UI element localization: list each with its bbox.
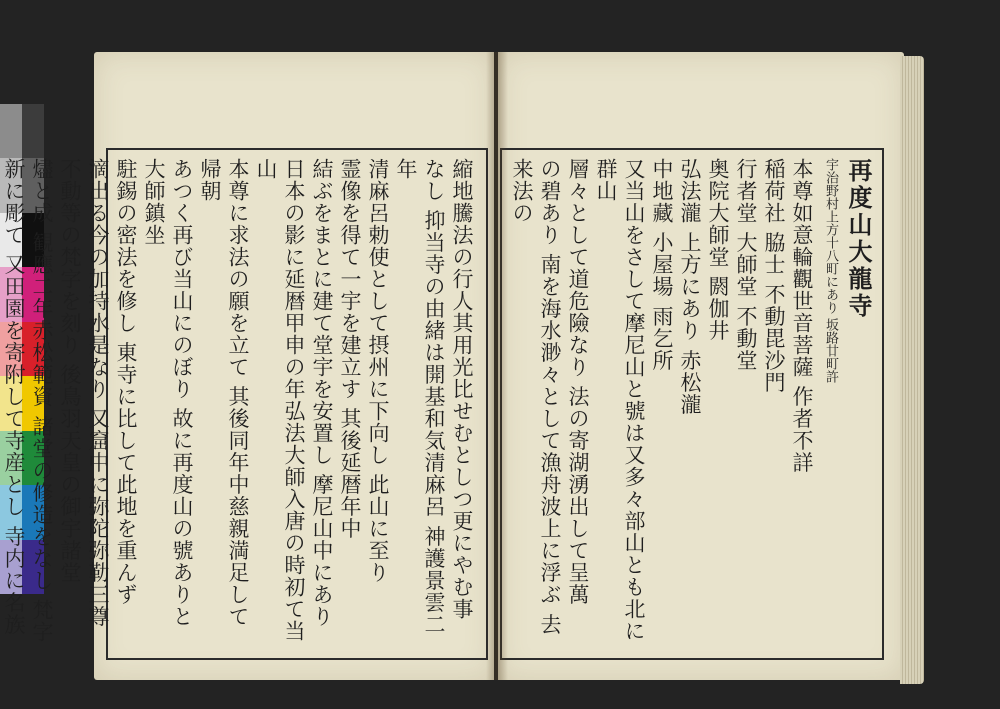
text-line: 結ぶをまとに建て堂宇を安置し 摩尼山中にあり <box>310 158 334 628</box>
text-line: 本尊如意輪觀世音菩薩 作者不詳 <box>790 158 814 474</box>
left-page-text <box>2 158 476 648</box>
text-line: 新に彫て 又田園を寄附して寺産とし 寺内に名族 <box>2 158 26 636</box>
right-page-text <box>512 158 872 648</box>
text-line: 行者堂 大師堂 不動堂 <box>734 158 758 372</box>
text-line: 又当山をさして摩尼山と號は又多々部山とも北に群山 <box>594 158 646 642</box>
text-line: 本尊に求法の願を立て 其後同年中慈親満足して帰朝 <box>198 158 250 628</box>
text-line: 縮地騰法の行人其用光比せむとしつ更にやむ事 <box>450 158 474 620</box>
text-line: あつく再び当山にのぼり 故に再度山の號ありと 大師鎮坐 <box>142 158 194 628</box>
text-line: 層々として道危險なり 法の寄湖湧出して呈萬 <box>566 158 590 606</box>
page-title: 再度山大龍寺 <box>844 158 873 320</box>
text-line: 中地藏 小屋場 雨乞所 <box>650 158 674 372</box>
open-book <box>2 52 924 684</box>
text-line: 奥院大師堂 閼伽井 <box>706 158 730 342</box>
right-page <box>498 52 904 680</box>
text-line: 清麻呂勅使として摂州に下向し 此山に至り <box>366 158 390 584</box>
book-gutter <box>486 52 508 680</box>
text-line: の碧あり 南を海水渺々として漁舟波上に浮ぶ 去来法の <box>510 158 562 636</box>
right-page-frame <box>500 148 884 660</box>
text-line: 不動等の梵字を刻り 後鳥羽天皇の御宇諸堂 <box>58 158 82 584</box>
text-line: 燼と成 観應二年赤松範資 諸堂の修造をなし 梵字 <box>30 158 54 644</box>
text-line: なし 抑当寺の由緒は開基和気清麻呂 神護景雲二年 <box>394 158 446 636</box>
left-page <box>2 52 494 680</box>
text-line: 稲荷社 脇士 不動毘沙門 <box>762 158 786 394</box>
color-swatch <box>0 104 22 158</box>
text-line: 日本の影に延暦甲申の年弘法大師入唐の時初て当山 <box>254 158 306 642</box>
text-line: 滴出る今の加持水是なり 又窟中に弥陀弥勒三尊 <box>86 158 110 628</box>
text-line: 弘法瀧 上方にあり 赤松瀧 <box>678 158 702 416</box>
title-note: 宇治野村上方十八町にあり 坂路廿町許 <box>823 158 838 384</box>
text-line: 霊像を得て一宇を建立す 其後延暦年中 <box>338 158 362 540</box>
page-edges <box>900 56 924 684</box>
text-line: 駐錫の密法を修し 東寺に比して此地を重んず <box>114 158 138 606</box>
left-page-frame <box>2 148 488 660</box>
color-swatch <box>22 104 44 158</box>
color-chart-row <box>0 104 44 158</box>
